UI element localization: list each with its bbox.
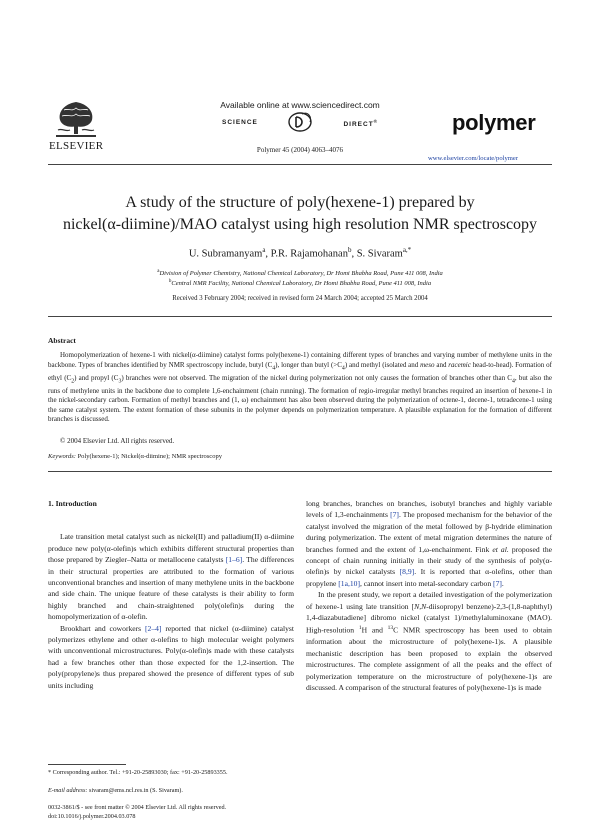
subscript: 4 — [511, 377, 515, 384]
subscript: 3 — [118, 377, 122, 384]
body-column-left — [48, 498, 294, 691]
sd-logo-left-text: SCIENCE — [222, 119, 258, 126]
journal-citation: Polymer 45 (2004) 4063–4076 — [256, 146, 344, 154]
journal-url-link[interactable]: www.elsevier.com/locate/polymer — [428, 155, 519, 162]
author-separator: , — [351, 248, 357, 260]
author-affil-mark: a,* — [402, 246, 412, 254]
intro-paragraph-2 — [48, 623, 294, 691]
abstract-text: ), longer than butyl (>C — [275, 360, 342, 369]
abstract-text: ) branches were not observed. The migration of the nickel during polymerization not only causes the formation of branches other than C — [121, 373, 512, 382]
issn-line: 0032-3861/$ - see front matter © 2004 Elsevier Ltd. All rights reserved. — [48, 804, 227, 811]
subscript: 4 — [341, 364, 345, 371]
affil-mark: b — [168, 279, 172, 284]
para-text: C NMR spectroscopy has been used to obtain information about the microstructure of poly(hexene-1)s. A plausible mechanistic description has been proposed to explain the observed microstructures. The complete assignment of all the peaks and the effect of polymerization temperature on the microstructure of poly(hexene-1)s are discussed. A comparison of the structural features of poly(hexene-1)s is made — [306, 626, 552, 693]
author-separator: , — [265, 248, 271, 260]
author-list — [48, 246, 552, 260]
abstract-heading: Abstract — [48, 336, 76, 345]
keywords-text: Poly(hexene-1); Nickel(α-diimine); NMR spectroscopy — [75, 453, 222, 460]
abstract-text: head-to-head). Formation of ethyl (C — [48, 360, 552, 382]
abstract-text: , but also the runs of methylene units in the backbone due to complete 1,6-enchainment (chain running). The formation of regio-irregular methyl branches required an insertion of hexene-1 in the nickel-secondary carbon. Formation of methyl branches and (1, ω) enchainment has also been observed during the polymerization of octene-1, decene-1, tetradecene-1 using the same catalyst system. The extent formation of these subunits in the polymer depends on polymerization temperature. A plausible explanation for the formation of different branches is discussed. — [48, 373, 552, 424]
doi-line[interactable]: doi:10.1016/j.polymer.2004.03.078 — [48, 812, 136, 820]
email-label: E-mail address: — [48, 787, 88, 794]
publisher-name: ELSEVIER — [49, 140, 104, 152]
citation-link[interactable]: [1–6] — [225, 555, 243, 565]
subscript: 4 — [272, 364, 276, 371]
para-text: Late transition metal catalyst such as nickel(II) and palladium(II) α-diimine produce new poly(α-olefin)s which exhibits different structural properties than those prepared by Ziegler–Natta or metallocene catalysts — [48, 532, 294, 565]
sciencedirect-logo — [222, 111, 378, 133]
citation-link[interactable]: [1a,10] — [338, 578, 360, 588]
para-text: H and — [361, 626, 388, 635]
corresponding-author-note: * Corresponding author. Tel.: +91-20-25893030; fax: +91-20-25893355. — [48, 769, 228, 776]
intro-paragraph-3 — [306, 589, 552, 693]
affil-text: Central NMR Facility, National Chemical Laboratory, Dr Homi Bhabha Road, Pune 411 008, India — [171, 280, 432, 288]
author-affil-mark: b — [347, 246, 352, 254]
email-note — [48, 787, 294, 795]
title-line-2: nickel(α-diimine)/MAO catalyst using high resolution NMR spectroscopy — [62, 216, 538, 233]
para-text: . — [501, 578, 504, 588]
keywords-rule — [48, 471, 552, 472]
sciencedirect-d-icon — [286, 111, 314, 133]
sd-logo-right-text — [343, 119, 378, 128]
para-text: -diisopropyl benzene)-2,3-(1,8-naphthyl) 1,4-diazabutadiene] dibromo nickel (catalyst 1)/methylaluminoxane (MAO). High-resolution — [306, 601, 552, 635]
journal-header — [0, 0, 600, 160]
abstract-text: and — [434, 360, 449, 369]
abstract-text: Homopolymerization of hexene-1 with nickel(α-diimine) catalyst forms poly(hexene-1) containing different types of branches and varying number of methylene units in the backbone. Types of branches identified by NMR spectroscopy include, butyl (C — [48, 351, 552, 369]
header-rule — [48, 164, 552, 165]
keywords-line — [48, 453, 222, 460]
affil-text: Division of Polymer Chemistry, National Chemical Laboratory, Dr Homi Bhabha Road, Pune 411 008, India — [159, 270, 443, 278]
para-text: . The proposed mechanism for the behavior of the catalyst involved the migration of the metal followed by β-hydride elimination during polymerization. The extent of metal migration determines the nature of branches formed and the extent of 1,ω-enchainment. Fink — [306, 510, 552, 554]
article-title — [48, 192, 552, 236]
email-address[interactable]: sivaram@ems.ncl.res.in (S. Sivaram). — [87, 787, 183, 794]
superscript: 1 — [358, 625, 362, 632]
citation-link[interactable]: [7] — [493, 578, 502, 588]
abstract-italic: meso — [420, 360, 435, 369]
elsevier-tree-logo — [50, 98, 102, 138]
abstract-body — [48, 351, 552, 425]
body-column-right — [306, 498, 552, 693]
abstract-text: ) and propyl (C — [74, 373, 119, 382]
para-text: In the present study, we report a detailed investigation of the polymerization of hexene-1 using late transition [ — [306, 590, 552, 611]
para-text: Brookhart and coworkers — [60, 623, 145, 633]
available-online-note: Available online at www.sciencedirect.com — [220, 100, 380, 110]
para-text: , cannot insert into metal-secondary carbon — [359, 578, 494, 588]
para-text: long branches, branches on branches, isobutyl branches and highly variable levels of 1,3-enchainments — [306, 499, 552, 520]
para-text: . The differences in their structural properties are attributed to the formation of various unconventional branches and insertion of many methylene units in the backbone and side chain. The unique feature of these catalysts is their ability to form highly branched and chain-straightened poly(olefin)s during the homopolymerization of α-olefin. — [48, 555, 294, 622]
author-affil-mark: a — [262, 246, 266, 254]
para-text: reported that nickel (α-diimine) catalyst polymerizes ethylene and other α-olefins to high molecular weight polymers with unconventional microstructures. Poly(α-olefin)s made with these catalysts had a few branches other than those expected for the 1,2-insertion. The poly(propylene)s thus prepared showed the presence of different types of sub units including — [48, 623, 294, 690]
title-rule — [48, 316, 552, 317]
abstract-italic: racemic — [448, 360, 471, 369]
issn-doi-block — [48, 804, 226, 821]
received-dates: Received 3 February 2004; received in revised form 24 March 2004; accepted 25 March 2004 — [172, 295, 428, 302]
footnote-rule — [48, 764, 126, 765]
para-italic: et al. — [492, 544, 509, 554]
sd-logo-right-word: DIRECT — [343, 121, 374, 129]
citation-link[interactable]: [8,9] — [399, 567, 415, 577]
sd-trademark: ® — [373, 119, 378, 124]
author-name[interactable]: S. Sivaram — [356, 248, 403, 260]
section-heading-introduction: 1. Introduction — [48, 499, 97, 508]
citation-link[interactable]: [2–4] — [145, 623, 162, 633]
abstract-copyright: © 2004 Elsevier Ltd. All rights reserved. — [60, 437, 175, 445]
affiliation-b — [48, 279, 552, 287]
para-text: . It is reported that α-olefins, other than propylene — [306, 567, 552, 588]
citation-link[interactable]: [7] — [390, 510, 399, 520]
author-name[interactable]: P.R. Rajamohanan — [270, 248, 348, 260]
author-name[interactable]: U. Subramanyam — [188, 248, 263, 260]
intro-paragraph-2-continued — [306, 498, 552, 589]
journal-name-logo: polymer — [452, 110, 536, 135]
para-italic: N,N — [414, 601, 427, 611]
title-line-1: A study of the structure of poly(hexene-1) prepared by — [125, 194, 475, 211]
para-text: proposed the concept of chain running initially in their study of the synthesis of poly(α-olefin)s by nickel catalysts — [306, 544, 552, 577]
subscript: 2 — [71, 377, 75, 384]
affil-mark: a — [157, 269, 160, 274]
intro-paragraph-1 — [48, 531, 294, 622]
keywords-label: Keywords: — [48, 453, 76, 460]
superscript: 13 — [387, 625, 394, 632]
abstract-text: ) and methyl (isolated and — [344, 360, 421, 369]
affiliation-a — [48, 269, 552, 277]
